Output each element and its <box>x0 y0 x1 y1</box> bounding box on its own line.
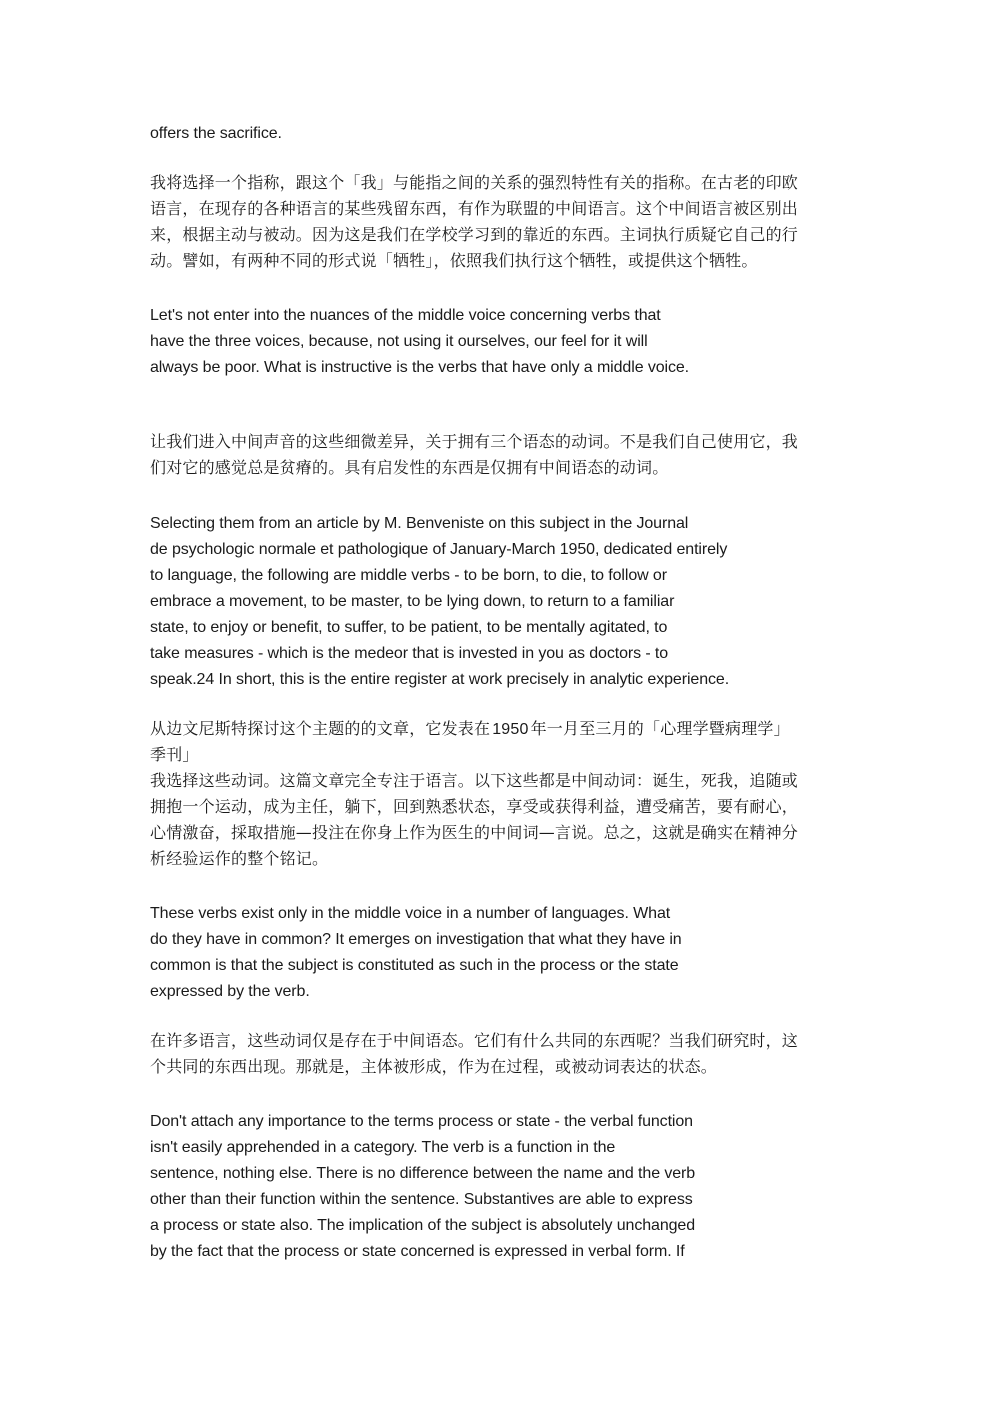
year-number: 1950 <box>492 721 529 738</box>
text-line: 语言，在现存的各种语言的某些残留东西，有作为联盟的中间语言。这个中间语言被区别出 <box>150 199 799 218</box>
text-line: 个共同的东西出现。那就是，主体被形成，作为在过程，或被动词表达的状态。 <box>150 1057 718 1076</box>
text-line: do they have in common? It emerges on investigation that what they have in <box>150 931 682 948</box>
text-line: isn't easily apprehended in a category. The verb is a function in the <box>150 1139 616 1156</box>
text-line: common is that the subject is constituted as such in the process or the state <box>150 957 679 974</box>
text-line: 我选择这些动词。这篇文章完全专注于语言。以下这些都是中间动词：诞生，死我，追随或 <box>150 771 799 790</box>
text-line: 拥抱一个运动，成为主任，躺下，回到熟悉状态，享受或获得利益，遭受痛苦，要有耐心， <box>150 797 799 816</box>
text-line: a process or state also. The implication of the subject is absolutely unchanged <box>150 1217 696 1234</box>
text-line: embrace a movement, to be master, to be lying down, to return to a familiar <box>150 593 675 610</box>
text-line: take measures - which is the medeor that is invested in you as doctors - to <box>150 645 669 662</box>
text-line: 在许多语言，这些动词仅是存在于中间语态。它们有什么共同的东西呢？当我们研究时，这 <box>150 1031 799 1050</box>
text-segment: 年一月至三月的「心理学暨病理学」 <box>530 719 790 738</box>
text-line: Let's not enter into the nuances of the middle voice concerning verbs that <box>150 307 661 324</box>
text-line: always be poor. What is instructive is the verbs that have only a middle voice. <box>150 359 690 376</box>
text-line: 来，根据主动与被动。因为这是我们在学校学习到的靠近的东西。主词执行质疑它自己的行 <box>150 225 799 244</box>
text-line: to language, the following are middle verbs - to be born, to die, to follow or <box>150 567 667 584</box>
text-line: 季刊」 <box>150 745 199 764</box>
text-line: other than their function within the sentence. Substantives are able to express <box>150 1191 693 1208</box>
text-line <box>150 716 790 742</box>
text-line: by the fact that the process or state concerned is expressed in verbal form. If <box>150 1243 685 1260</box>
text-segment: 从边文尼斯特探讨这个主题的的文章，它发表在 <box>150 719 491 738</box>
text-line: Selecting them from an article by M. Benveniste on this subject in the Journal <box>150 515 689 532</box>
text-line: offers the sacrifice. <box>150 125 282 142</box>
text-line: These verbs exist only in the middle voice in a number of languages. What <box>150 905 671 922</box>
text-line: 我将选择一个指称，跟这个「我」与能指之间的关系的强烈特性有关的指称。在古老的印欧 <box>150 173 799 192</box>
text-line: have the three voices, because, not using it ourselves, our feel for it will <box>150 333 648 350</box>
text-line: speak.24 In short, this is the entire register at work precisely in analytic experience. <box>150 671 730 688</box>
text-line: 心情激奋，採取措施—投注在你身上作为医生的中间词—言说。总之，这就是确实在精神分 <box>150 823 799 842</box>
text-line: Don't attach any importance to the terms process or state - the verbal function <box>150 1113 693 1130</box>
text-line: de psychologic normale et pathologique of January-March 1950, dedicated entirely <box>150 541 728 558</box>
text-line: 让我们进入中间声音的这些细微差异，关于拥有三个语态的动词。不是我们自己使用它，我 <box>150 432 799 451</box>
text-line: 动。譬如，有两种不同的形式说「牺牲」，依照我们执行这个牺牲，或提供这个牺牲。 <box>150 251 758 270</box>
text-line: expressed by the verb. <box>150 983 310 1000</box>
text-line: sentence, nothing else. There is no difference between the name and the verb <box>150 1165 696 1182</box>
text-line: 们对它的感觉总是贫瘠的。具有启发性的东西是仅拥有中间语态的动词。 <box>150 458 669 477</box>
text-line: 析经验运作的整个铭记。 <box>150 849 329 868</box>
text-line: state, to enjoy or benefit, to suffer, to be patient, to be mentally agitated, to <box>150 619 668 636</box>
